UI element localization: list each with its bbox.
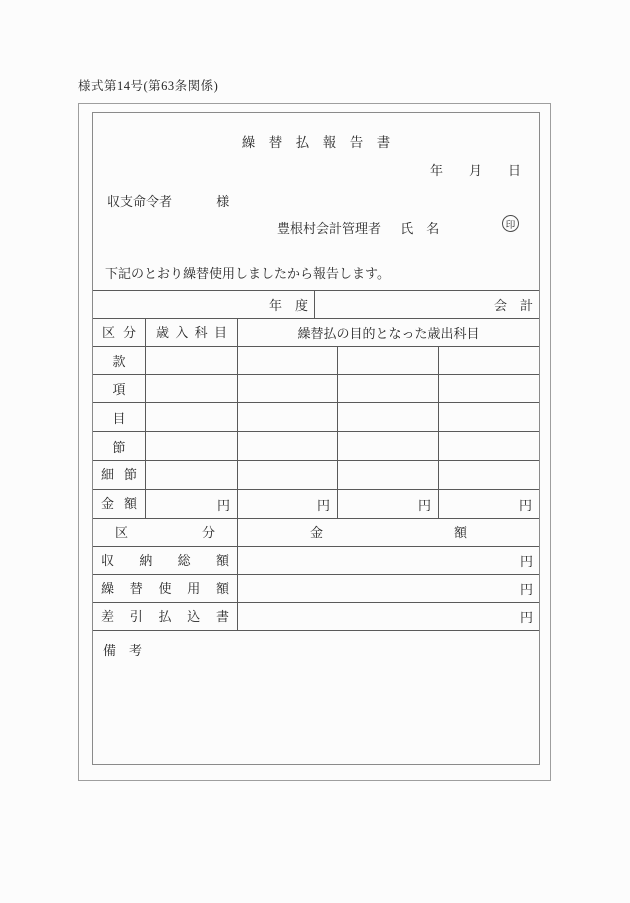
summary-amount-cell: 円 <box>519 610 533 625</box>
blank-cell <box>146 403 238 431</box>
blank-cell <box>238 461 338 489</box>
remarks-cell: 備 考 <box>103 643 143 658</box>
addressee-title: 収支命令者 <box>107 194 173 209</box>
remarks-row <box>93 630 539 764</box>
row-label: 節 <box>93 432 146 460</box>
addressee-line <box>107 191 229 210</box>
blank-cell <box>439 403 539 431</box>
blank-cell <box>238 375 338 402</box>
blank-cell <box>439 375 539 402</box>
col-header-revenue: 歳 入 科 目 <box>146 319 238 346</box>
page-outer-frame <box>78 103 551 781</box>
sender-name-label: 氏 名 <box>400 221 440 236</box>
account-cell <box>315 291 539 318</box>
breakdown-row-amount <box>93 489 539 518</box>
row-label: 細 節 <box>93 461 146 489</box>
row-label: 金 額 <box>93 490 146 518</box>
sender-org: 豊根村会計管理者 <box>277 221 382 236</box>
blank-cell <box>439 347 539 374</box>
date-month-label: 月 <box>468 163 482 178</box>
form-code: 様式第14号(第63条関係) <box>78 79 219 93</box>
blank-cell <box>338 375 439 402</box>
amount-unit-cell: 円 <box>518 497 532 513</box>
blank-cell <box>146 461 238 489</box>
summary-row-total-received <box>93 546 539 574</box>
col-header-expenditure: 繰替払の目的となった歳出科目 <box>297 326 480 341</box>
row-label: 項 <box>93 375 146 402</box>
date-line <box>430 160 521 179</box>
fiscal-year-label: 年 度 <box>268 298 308 313</box>
blank-cell <box>238 432 338 460</box>
blank-cell <box>338 432 439 460</box>
date-day-label: 日 <box>507 163 521 178</box>
breakdown-row-setsu <box>93 431 539 460</box>
row-label: 款 <box>93 347 146 374</box>
blank-cell <box>146 375 238 402</box>
amount-unit-cell: 円 <box>238 490 338 518</box>
summary-header-amount: 金 額 <box>310 525 467 540</box>
blank-cell <box>338 347 439 374</box>
col-header-category: 区 分 <box>93 319 146 346</box>
blank-cell <box>439 432 539 460</box>
seal-mark-icon: 印 <box>502 215 519 232</box>
breakdown-header-row <box>93 318 539 346</box>
breakdown-row-saisetsu <box>93 460 539 489</box>
summary-row-balance <box>93 602 539 630</box>
blank-cell <box>338 461 439 489</box>
account-label: 会 計 <box>493 298 533 313</box>
blank-cell <box>238 403 338 431</box>
blank-cell <box>146 347 238 374</box>
summary-row-label: 差 引 払 込 書 <box>93 603 238 630</box>
summary-amount-cell: 円 <box>519 582 533 597</box>
breakdown-row-kan <box>93 346 539 374</box>
fiscal-year-cell <box>93 291 315 318</box>
breakdown-row-moku <box>93 402 539 431</box>
report-form <box>92 112 540 765</box>
summary-header-row <box>93 518 539 546</box>
summary-amount-cell: 円 <box>519 554 533 569</box>
summary-row-label: 収 納 総 額 <box>93 547 238 574</box>
blank-cell <box>439 461 539 489</box>
amount-unit-cell: 円 <box>338 490 439 518</box>
blank-cell <box>338 403 439 431</box>
report-statement: 下記のとおり繰替使用しましたから報告します。 <box>105 266 390 281</box>
breakdown-row-ko <box>93 374 539 402</box>
form-title: 繰 替 払 報 告 書 <box>241 135 391 150</box>
row-label: 目 <box>93 403 146 431</box>
fiscal-year-row <box>93 290 539 318</box>
date-year-label: 年 <box>429 163 443 178</box>
blank-cell <box>146 432 238 460</box>
summary-row-transfer-used <box>93 574 539 602</box>
amount-unit-cell: 円 <box>146 490 238 518</box>
summary-header-category: 区 分 <box>93 519 238 546</box>
sender-line <box>277 218 439 237</box>
summary-row-label: 繰 替 使 用 額 <box>93 575 238 602</box>
blank-cell <box>238 347 338 374</box>
report-table <box>93 290 539 764</box>
addressee-honorific: 様 <box>216 194 230 209</box>
